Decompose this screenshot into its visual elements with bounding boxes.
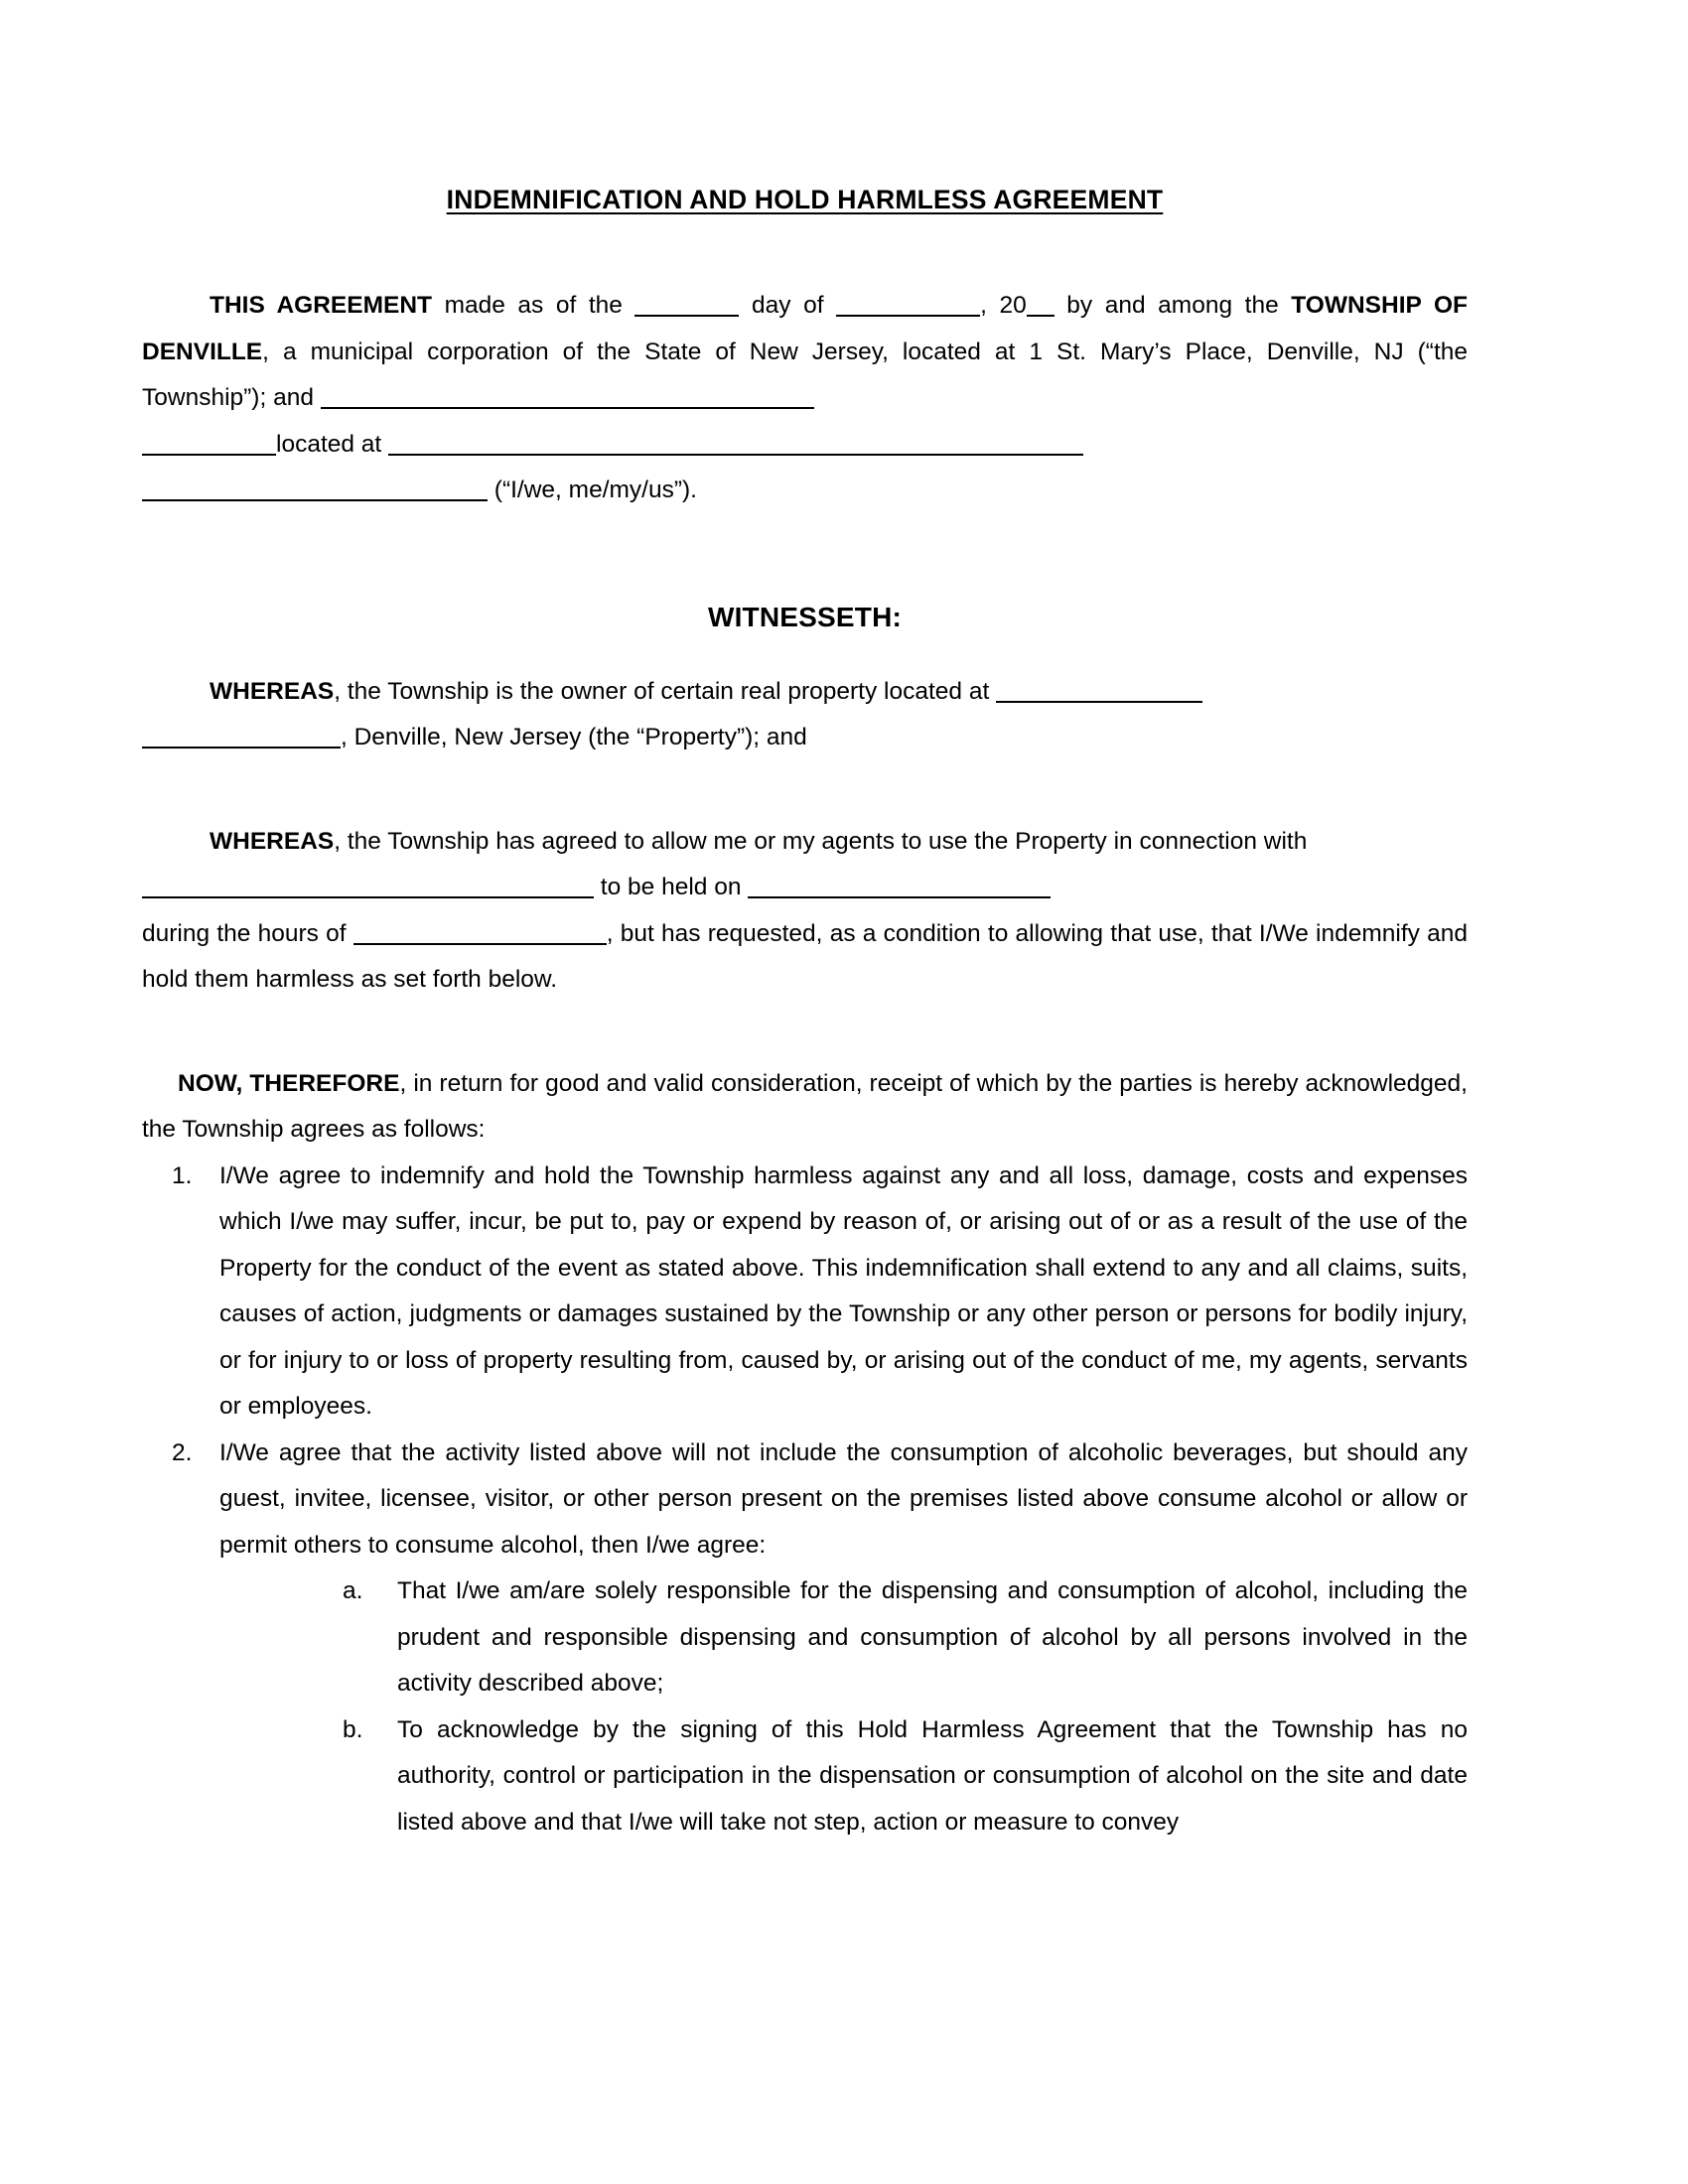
list-item-text: To acknowledge by the signing of this Hold Harmless Agreement that the Township has no authority, control or participation in the dispensation or consumption of alcohol on the site and date listed above and that I/we will take not step, action or measure to convey (397, 1715, 1468, 1836)
whereas-2-label: WHEREAS (210, 827, 335, 855)
list-item-marker: 2. (172, 1438, 193, 1466)
list-item-marker: b. (343, 1715, 363, 1743)
party-name-blank-2[interactable] (142, 428, 276, 456)
spacer (142, 633, 1468, 669)
year-blank[interactable] (1027, 290, 1055, 318)
property-address-blank-2[interactable] (142, 722, 341, 750)
whereas-paragraph-2 (142, 819, 1468, 1004)
whereas-2-line-2 (142, 865, 1468, 911)
page-title (142, 185, 1468, 215)
list-item-marker: 1. (172, 1161, 193, 1189)
witnesseth-heading: WITNESSETH: (707, 601, 903, 632)
list-item-marker: a. (343, 1577, 363, 1604)
list-item-text: I/We agree that the activity listed above will not include the consumption of alcoholic beverages, but should any guest, invitee, licensee, visitor, or other person present on the premises listed above consume alcohol or allow or permit others to consume alcohol, then I/we agree: (219, 1438, 1468, 1559)
event-hours-blank[interactable] (353, 917, 607, 945)
located-at-label: located at (276, 430, 389, 458)
month-blank[interactable] (836, 290, 980, 318)
whereas-1-text-2: , Denville, New Jersey (the “Property”); and (341, 724, 807, 751)
during-hours-label: during the hours of (142, 919, 353, 947)
township-of-denville-label: TOWNSHIP OF DENVILLE (142, 292, 1468, 365)
spacer (142, 215, 1468, 283)
spacer (142, 761, 1468, 819)
iwe-definition-blank[interactable] (142, 475, 488, 502)
whereas-2-text-1: , the Township has agreed to allow me or my agents to use the Property in connection with (334, 827, 1308, 855)
day-blank[interactable] (634, 290, 739, 318)
intro-line-iwe (142, 468, 1468, 514)
whereas-2-line-1 (142, 819, 1468, 866)
event-date-blank[interactable] (748, 872, 1051, 899)
whereas-2-text-4: , but has requested, as a condition to allowing that use, that I/We indemnify and hold them harmless as set forth below. (142, 919, 1468, 993)
iwe-definition-label: (“I/we, me/my/us”). (488, 477, 697, 503)
whereas-paragraph-1 (142, 669, 1468, 761)
whereas-1-line-1 (142, 669, 1468, 716)
party-name-blank-1[interactable] (321, 382, 814, 410)
list-item (142, 1431, 1468, 1570)
whereas-2-line-3 (142, 911, 1468, 1004)
property-address-blank-1[interactable] (996, 675, 1202, 703)
intro-text-4: by and among the (1054, 292, 1292, 319)
list-item (142, 1154, 1468, 1431)
event-description-blank[interactable] (142, 872, 594, 899)
party-address-blank[interactable] (388, 428, 1083, 456)
now-therefore-text: , in return for good and valid consideration, receipt of which by the parties is hereby acknowledged, the Township agrees as follows: (142, 1069, 1468, 1143)
numbered-list (142, 1154, 1468, 1570)
intro-text-1: made as of the (432, 292, 635, 319)
this-agreement-label: THIS AGREEMENT (210, 292, 432, 319)
list-item (142, 1707, 1468, 1846)
intro-text-3: , 20 (980, 292, 1027, 319)
intro-line-located-at (142, 422, 1468, 469)
list-item-text: That I/we am/are solely responsible for the dispensing and consumption of alcohol, including the prudent and responsible dispensing and consumption of alcohol by all persons involved in the activity described above; (397, 1577, 1468, 1697)
spacer (142, 1004, 1468, 1061)
intro-line-block (142, 283, 1468, 422)
alpha-sub-list (142, 1569, 1468, 1845)
intro-text-2: day of (739, 292, 837, 319)
now-therefore-paragraph (142, 1061, 1468, 1154)
whereas-2-text-2: to be held on (594, 874, 749, 900)
whereas-1-text-1: , the Township is the owner of certain real property located at (334, 677, 997, 705)
document-body (142, 0, 1468, 1845)
spacer (142, 514, 1468, 602)
intro-text-5: , a municipal corporation of the State of New Jersey, located at 1 St. Mary’s Place, Denville, NJ (“the Township”); and (142, 338, 1468, 411)
now-therefore-label: NOW, THEREFORE (178, 1069, 400, 1097)
list-item-text: I/We agree to indemnify and hold the Township harmless against any and all loss, damage, costs and expenses which I/we may suffer, incur, be put to, pay or expend by reason of, or arising out of or as a result of the use of the Property for the conduct of the event as stated above. This indemnification shall extend to any and all claims, suits, causes of action, judgments or damages sustained by the Township or any other person or persons for bodily injury, or for injury to or loss of property resulting from, caused by, or arising out of the conduct of me, my agents, servants or employees. (219, 1161, 1468, 1420)
page-title-text: INDEMNIFICATION AND HOLD HARMLESS AGREEMENT (446, 185, 1164, 214)
intro-paragraph (142, 283, 1468, 514)
whereas-1-line-2 (142, 715, 1468, 761)
whereas-1-label: WHEREAS (210, 677, 335, 705)
list-item (142, 1569, 1468, 1707)
